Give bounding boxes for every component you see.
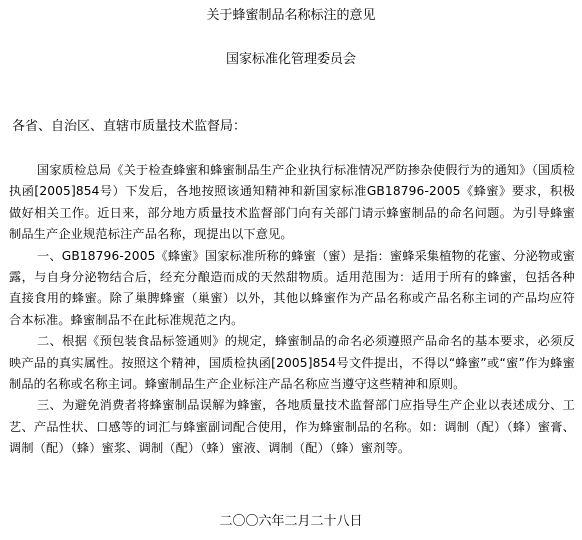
paragraph-three: 三、为避免消费者将蜂蜜制品误解为蜂蜜，各地质量技术监督部门应指导生产企业以表述成分、工艺、产品性状、口感等的词汇与蜂蜜副词配合使用，作为蜂蜜制品的名称。如：调制（配）（蜂）蜜膏、调制（配）（蜂）蜜浆、调制（配）（蜂）蜜液、调制（配）（蜂）蜜剂等。 (9, 398, 575, 456)
issuer: 国家标准化管理委员会 (225, 52, 356, 67)
document-title: 关于蜂蜜制品名称标注的意见 (206, 8, 376, 23)
paragraph-intro: 国家质检总局《关于检查蜂蜜和蜂蜜制品生产企业执行标准情况严防掺杂使假行为的通知》（国质检执函[2005]854号）下发后，各地按照该通知精神和新国家标准GB18796-2005《蜂蜜》要求，积极做好相关工作。近日来，部分地方质量技术监督部门向有关部门请示蜂蜜制品的命名问题。为引导蜂蜜制品生产企业规范标注产品名称，现提出以下意见。 (9, 163, 575, 242)
paragraph-one: 一、GB18796-2005《蜂蜜》国家标准所称的蜂蜜（蜜）是指：蜜蜂采集植物的花蜜、分泌物或蜜露，与自身分泌物结合后，经充分酿造而成的天然甜物质。适用范围为：适用于所有的蜂蜜，包括各种直接食用的蜂蜜。除了巢脾蜂蜜（巢蜜）以外，其他以蜂蜜作为产品名称或产品名称主词的产品均应符合本标准。蜂蜜制品不在此标准规范之内。 (9, 248, 575, 327)
paragraph-two: 二、根据《预包装食品标签通则》的规定，蜂蜜制品的命名必须遵照产品命名的基本要求，必须反映产品的真实属性。按照这个精神，国质检执函[2005]854号文件提出，不得以“蜂蜜”或“蜜”作为蜂蜜制品的名称或名称主词。蜂蜜制品生产企业标注产品名称应当遵守这些精神和原则。 (9, 334, 575, 392)
document-date: 二〇〇六年二月二十八日 (219, 514, 363, 529)
document-body (9, 160, 575, 460)
salutation: 各省、自治区、直辖市质量技术监督局： (12, 119, 247, 134)
